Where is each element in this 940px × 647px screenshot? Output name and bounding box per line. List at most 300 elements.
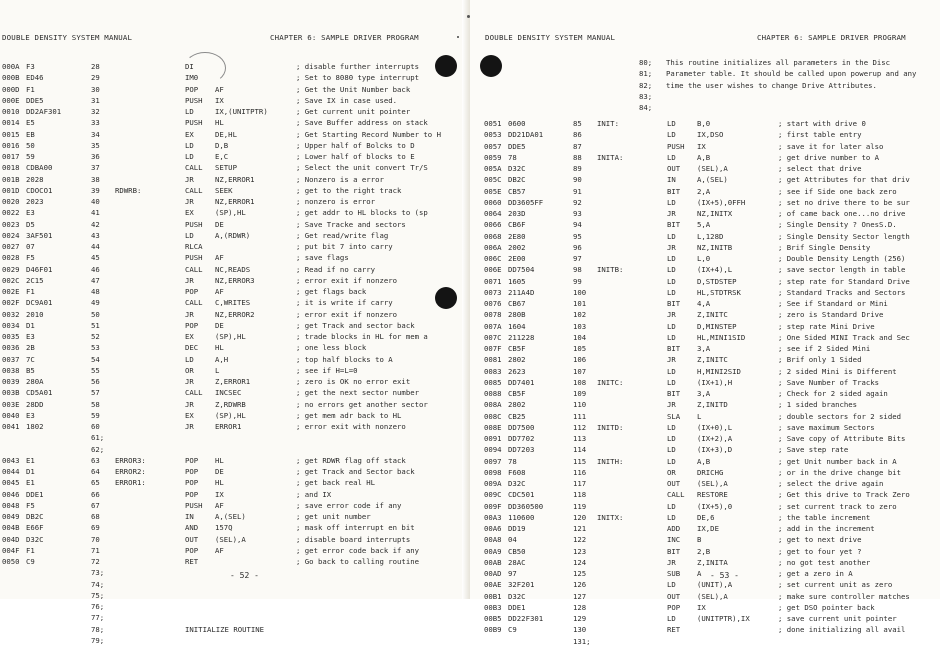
code-line <box>2 129 462 140</box>
object-code: DDE5 <box>26 95 44 105</box>
code-line <box>484 197 936 208</box>
line-number: 121 <box>573 524 587 533</box>
comment: ; Standard Tracks and Sectors <box>778 287 906 297</box>
label: INITB: <box>597 265 624 275</box>
comment: ; step rate Mini Drive <box>778 321 875 331</box>
address: 0032 <box>2 309 20 319</box>
object-code: D46F01 <box>26 264 53 274</box>
opcode: PUSH <box>185 500 203 510</box>
line-number: 42 <box>91 219 100 229</box>
line-number: 87 <box>573 141 582 151</box>
opcode: OR <box>185 365 194 375</box>
line-number: 95 <box>573 231 582 241</box>
comment: ; nonzero is error <box>296 197 376 206</box>
comment: ; Save step rate <box>778 445 849 455</box>
comment: ; the table increment <box>778 512 871 522</box>
opcode: JR <box>185 275 194 285</box>
comment: ; save maximum Sectors <box>778 422 875 432</box>
object-code: D1 <box>26 320 35 330</box>
address: 0053 <box>484 130 502 140</box>
address: 009C <box>484 490 502 500</box>
code-line <box>2 196 462 207</box>
address: 0064 <box>484 209 502 218</box>
line-number: 65 <box>91 478 100 488</box>
code-line <box>484 231 936 242</box>
code-line <box>2 140 462 151</box>
address: 00B9 <box>484 625 502 635</box>
line-number: 63 <box>91 455 100 465</box>
comment: ; Get the Unit Number back <box>296 84 411 94</box>
operand: (IX+0),L <box>697 422 733 432</box>
object-code: 2023 <box>26 197 44 206</box>
comment-line <box>484 57 936 68</box>
line-number: 66 <box>91 489 100 499</box>
comment: ; get DSO pointer back <box>778 602 875 612</box>
address: 008A <box>484 400 502 410</box>
address: 0045 <box>2 478 20 488</box>
comment: ; get unit number <box>296 512 371 521</box>
opcode: BIT <box>667 546 681 556</box>
code-line <box>2 84 462 95</box>
code-line <box>484 219 936 230</box>
operand: L <box>215 365 220 375</box>
opcode: BIT <box>667 344 681 353</box>
line-number: 67 <box>91 500 100 510</box>
operand: A,(RDWR) <box>215 230 251 240</box>
operand: Z,INITD <box>697 400 728 410</box>
comment: ; Get Starting Record Number to H <box>296 129 441 139</box>
opcode: OUT <box>185 534 199 544</box>
line-number: 45 <box>91 253 100 263</box>
address: 0028 <box>2 253 20 263</box>
object-code: DD21DA01 <box>508 130 544 140</box>
comment: ; get Attributes for that driv <box>778 175 910 185</box>
opcode: EX <box>185 410 194 420</box>
code-line <box>2 252 462 263</box>
operand: HL,STDTRSK <box>697 287 741 297</box>
opcode: LD <box>667 287 676 297</box>
line-number: 79; <box>91 635 105 645</box>
address: 0085 <box>484 377 502 387</box>
operand: SEEK <box>215 185 233 195</box>
code-line <box>484 444 936 455</box>
opcode: LD <box>185 230 194 240</box>
object-code: F5 <box>26 500 35 510</box>
operand: NZ,ERROR1 <box>215 174 255 184</box>
object-code: 0600 <box>508 119 526 128</box>
object-code: 50 <box>26 140 35 150</box>
right-intro-comment <box>484 57 936 113</box>
pen-circle-mark <box>184 52 226 84</box>
comment: ; see if Side one back zero <box>778 186 897 196</box>
opcode: OUT <box>667 164 681 173</box>
opcode: INC <box>667 535 681 545</box>
line-number: 123 <box>573 546 587 556</box>
operand: E,C <box>215 152 229 161</box>
code-line <box>2 185 462 196</box>
code-line <box>484 388 936 399</box>
object-code: 78 <box>508 152 517 162</box>
label: INIT: <box>597 119 619 128</box>
left-header-title: DOUBLE DENSITY SYSTEM MANUAL <box>2 33 133 42</box>
opcode: JR <box>185 377 194 386</box>
operand: NZ,INITX <box>697 209 733 218</box>
comment: ; get to the right track <box>296 185 402 195</box>
opcode: LD <box>667 197 676 207</box>
comment: ; save error code if any <box>296 500 402 510</box>
comment: ; error exit if nonzero <box>296 275 398 285</box>
opcode: BIT <box>667 186 681 196</box>
object-code: 2623 <box>508 366 526 376</box>
line-number: 33 <box>91 118 100 128</box>
page-speck <box>457 36 459 38</box>
address: 0081 <box>484 355 502 365</box>
binder-hole-right-top <box>480 55 502 77</box>
address: 0010 <box>2 107 20 116</box>
line-number: 116 <box>573 467 587 477</box>
opcode: LD <box>667 445 676 455</box>
code-line <box>2 534 462 545</box>
operand: (IX+5),0FFH <box>697 197 746 207</box>
operand: IX <box>215 95 224 105</box>
address: 000B <box>2 73 20 83</box>
code-line <box>484 253 936 264</box>
opcode: RLCA <box>185 242 203 251</box>
code-line <box>484 298 936 309</box>
object-code: DD3605FF <box>508 197 544 207</box>
code-line <box>484 152 936 163</box>
operand: L,0 <box>697 254 711 263</box>
object-code: 59 <box>26 152 35 161</box>
address: 00A9 <box>484 546 502 556</box>
operand: DRICHG <box>697 467 724 477</box>
address: 0027 <box>2 242 20 251</box>
comment: ; Save Buffer address on stack <box>296 118 428 128</box>
opcode: CALL <box>185 163 203 173</box>
object-code: DD7203 <box>508 445 535 455</box>
line-number: 115 <box>573 456 587 466</box>
comment-text: time the user wishes to change Drive Attributes. <box>666 80 877 90</box>
operand: 3,A <box>697 389 711 398</box>
right-code-listing <box>484 118 936 647</box>
object-code: DD7504 <box>508 265 535 275</box>
operand: HL <box>215 455 224 465</box>
object-code: CDBA00 <box>26 163 53 173</box>
line-number: 58 <box>91 399 100 409</box>
object-code: 1802 <box>26 422 44 431</box>
comment-line <box>484 102 936 113</box>
opcode: LD <box>185 354 194 364</box>
object-code: 04 <box>508 535 517 545</box>
code-line <box>2 612 462 623</box>
operand: NZ,ERROR1 <box>215 197 255 206</box>
opcode: POP <box>185 455 199 465</box>
address: 00B3 <box>484 602 502 612</box>
object-code: 211A4D <box>508 287 535 297</box>
object-code: 2002 <box>508 242 526 252</box>
address: 001B <box>2 174 20 184</box>
address: 00AB <box>484 557 502 567</box>
object-code: 97 <box>508 569 517 578</box>
comment: ; 2 sided Mini is Different <box>778 366 897 376</box>
code-line <box>2 320 462 331</box>
opcode: EX <box>185 332 194 341</box>
operand: SETUP <box>215 163 237 173</box>
address: 008C <box>484 411 502 421</box>
comment-text: This routine initializes all parameters in the Disc <box>666 58 891 67</box>
object-code: CB5F <box>508 344 526 353</box>
object-code: F5 <box>26 253 35 263</box>
comment: ; save current unit pointer <box>778 614 897 623</box>
address: 005E <box>484 186 502 196</box>
object-code: 2B <box>26 343 35 353</box>
code-line <box>2 286 462 297</box>
code-line <box>2 275 462 286</box>
operand: RESTORE <box>697 490 728 500</box>
operand: B <box>697 535 702 545</box>
line-number: 130 <box>573 625 587 635</box>
label: INITA: <box>597 152 624 162</box>
address: 0034 <box>2 320 20 330</box>
code-line <box>484 422 936 433</box>
line-number: 77; <box>91 613 105 623</box>
object-code: D5 <box>26 219 35 229</box>
operand: L,128D <box>697 231 724 241</box>
operand: A,B <box>697 152 711 162</box>
opcode: BIT <box>667 389 681 398</box>
object-code: D32C <box>508 591 526 601</box>
line-number: 128 <box>573 602 587 612</box>
address: 00A3 <box>484 512 502 522</box>
opcode: RET <box>185 557 199 566</box>
line-number: 64 <box>91 467 100 476</box>
comment: ; disable board interrupts <box>296 534 411 544</box>
operand: NC,READS <box>215 264 251 274</box>
opcode: BIT <box>667 220 681 230</box>
operand: 2,B <box>697 546 711 556</box>
opcode: OR <box>667 467 676 477</box>
code-line <box>484 478 936 489</box>
address: 0039 <box>2 377 20 386</box>
opcode: LD <box>667 366 676 376</box>
comment: ; Nonzero is a error <box>296 174 384 184</box>
comment: ; get error code back if any <box>296 545 420 555</box>
opcode: DI <box>185 62 194 71</box>
line-number: 118 <box>573 490 587 500</box>
opcode: JR <box>185 399 194 409</box>
right-header-title: DOUBLE DENSITY SYSTEM MANUAL <box>485 33 616 42</box>
comment: ; Get this drive to Track Zero <box>778 490 910 500</box>
code-line <box>2 241 462 252</box>
code-line <box>2 432 462 443</box>
operand: IX,DSO <box>697 130 724 140</box>
operand: HL <box>215 343 224 353</box>
label: ERROR2: <box>115 467 146 476</box>
operand: 3,A <box>697 344 711 353</box>
code-line <box>484 467 936 478</box>
operand: AF <box>215 253 224 263</box>
comment-line <box>484 68 936 79</box>
operand: (IX+3),D <box>697 445 733 455</box>
address: 0024 <box>2 230 20 240</box>
object-code: 2802 <box>508 355 526 365</box>
line-number: 114 <box>573 445 587 455</box>
opcode: JR <box>185 174 194 184</box>
object-code: F608 <box>508 467 526 477</box>
line-number: 74; <box>91 579 105 589</box>
comment: ; get mem adr back to HL <box>296 410 402 420</box>
comment: ; get the next sector number <box>296 388 420 398</box>
code-line <box>2 61 462 72</box>
address: 0037 <box>2 354 20 364</box>
line-number: 78; <box>91 624 105 634</box>
address: 0038 <box>2 365 20 375</box>
code-line <box>484 174 936 185</box>
line-number: 125 <box>573 569 587 578</box>
address: 006A <box>484 242 502 252</box>
comment: ; zero is OK no error exit <box>296 377 411 386</box>
operand: (SEL),A <box>215 534 246 544</box>
code-line <box>484 624 936 635</box>
address: 0020 <box>2 197 20 206</box>
address: 00AE <box>484 580 502 590</box>
comment: ; One Sided MINI Track and Sec <box>778 332 910 342</box>
opcode: LD <box>667 501 676 511</box>
address: 009A <box>484 479 502 488</box>
comment-line <box>484 80 936 91</box>
opcode: POP <box>185 320 199 330</box>
opcode: POP <box>185 287 199 296</box>
right-page-number: - 53 - <box>710 571 739 580</box>
line-number: 108 <box>573 377 587 387</box>
code-line <box>484 613 936 624</box>
address: 0066 <box>484 220 502 230</box>
opcode: BIT <box>667 299 681 308</box>
comment: ; Lower half of blocks to E <box>296 152 415 161</box>
line-number: 91 <box>573 186 582 196</box>
opcode: PUSH <box>185 118 203 128</box>
line-number: 92 <box>573 197 582 207</box>
operand: ERROR1 <box>215 422 242 431</box>
operand: A,B <box>697 456 711 466</box>
code-line <box>2 477 462 488</box>
comment: ; one less block <box>296 343 367 353</box>
operand: 2,A <box>697 186 711 196</box>
code-line <box>2 342 462 353</box>
line-number: 49 <box>91 298 100 308</box>
line-number: 75; <box>91 590 105 600</box>
operand: INCSEC <box>215 388 242 398</box>
operand: D,B <box>215 140 229 150</box>
label: INITH: <box>597 456 624 466</box>
code-line <box>484 591 936 602</box>
line-number: 48 <box>91 287 100 296</box>
code-line <box>2 309 462 320</box>
opcode: LD <box>667 456 676 466</box>
code-line <box>2 635 462 646</box>
line-number: 124 <box>573 557 587 567</box>
opcode: LD <box>667 254 676 263</box>
object-code: E3 <box>26 410 35 420</box>
object-code: D32C <box>508 164 526 173</box>
line-number: 71 <box>91 545 100 555</box>
operand: L <box>697 411 702 421</box>
line-number: 30 <box>91 84 100 94</box>
line-number: 39 <box>91 185 100 195</box>
operand: (UNITPTR),IX <box>697 614 750 623</box>
line-number: 107 <box>573 366 587 376</box>
object-code: 203D <box>508 209 526 218</box>
line-number: 55 <box>91 365 100 375</box>
opcode: POP <box>185 478 199 488</box>
comment: ; get a zero in A <box>778 569 853 578</box>
operand: IX <box>215 489 224 499</box>
line-number: 69 <box>91 523 100 533</box>
comment: ; set current track to zero <box>778 501 897 511</box>
object-code: DD19 <box>508 524 526 533</box>
comment: ; Single Density ? OnesS.D. <box>778 220 897 230</box>
address: 0023 <box>2 219 20 229</box>
line-number: 127 <box>573 591 587 601</box>
address: 003E <box>2 399 20 409</box>
opcode: LD <box>667 580 676 590</box>
address: 0051 <box>484 119 502 128</box>
opcode: JR <box>185 197 194 206</box>
object-code: CB67 <box>508 299 526 308</box>
comment: ; Save Number of Tracks <box>778 377 880 387</box>
line-number: 82; <box>639 80 653 90</box>
operand: C,WRITES <box>215 298 251 308</box>
opcode: OUT <box>667 479 681 488</box>
opcode: PUSH <box>185 219 203 229</box>
opcode: RET <box>667 625 681 635</box>
line-number: 120 <box>573 512 587 522</box>
address: 0098 <box>484 467 502 477</box>
line-number: 83; <box>639 91 653 101</box>
object-code: E66F <box>26 523 44 533</box>
comment: ; no errors get another sector <box>296 399 428 409</box>
comment: ; done initializing all avail <box>778 625 906 635</box>
operand: NZ,INITB <box>697 242 733 252</box>
code-line <box>2 511 462 522</box>
address: 004B <box>2 523 20 533</box>
comment: ; save sector length in table <box>778 265 906 275</box>
code-line <box>484 343 936 354</box>
object-code: DC9A01 <box>26 298 53 308</box>
object-code: 3AF501 <box>26 230 53 240</box>
opcode: CALL <box>667 490 685 500</box>
comment: ; error exit with nonzero <box>296 422 406 431</box>
comment: ; see if H=L=0 <box>296 365 358 375</box>
object-code: 32F201 <box>508 580 535 590</box>
address: 0071 <box>484 276 502 286</box>
operand: HL,MINI1SID <box>697 332 746 342</box>
operand: Z,INITC <box>697 310 728 320</box>
code-line <box>484 321 936 332</box>
comment: ; Upper half of Bolcks to D <box>296 140 415 150</box>
operand: IX <box>697 141 706 151</box>
opcode: POP <box>185 467 199 476</box>
right-header-chapter: CHAPTER 6: SAMPLE DRIVER PROGRAM <box>757 33 906 42</box>
address: 0040 <box>2 410 20 420</box>
object-code: 2C15 <box>26 275 44 285</box>
object-code: 78 <box>508 456 517 466</box>
operand: Z,RDWRB <box>215 399 246 409</box>
object-code: DD360500 <box>508 501 544 511</box>
code-line <box>484 579 936 590</box>
address: 0046 <box>2 489 20 499</box>
code-line <box>484 512 936 523</box>
